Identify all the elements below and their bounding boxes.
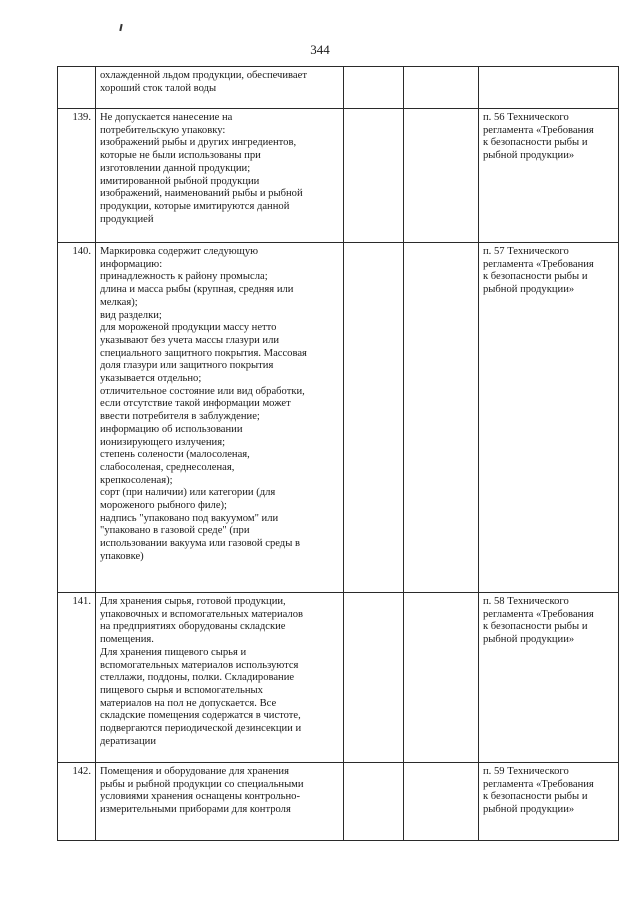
row-number: 139.: [58, 109, 96, 243]
reference-line: рыбной продукции»: [483, 284, 575, 296]
regulation-reference: [479, 109, 619, 243]
regulation-reference: [479, 67, 619, 109]
requirement-line: использовании вакуума или газовой среды в: [100, 538, 300, 550]
requirement-line: потребительскую упаковку:: [100, 124, 226, 136]
regulation-reference: [479, 763, 619, 841]
requirement-text: [96, 67, 344, 109]
requirement-line: крепкосоленая);: [100, 474, 173, 486]
requirement-line: изготовлении данной продукции;: [100, 162, 251, 174]
requirement-line: отличительное состояние или вид обработки,: [100, 385, 305, 397]
table-row: [58, 763, 619, 841]
reference-line: к безопасности рыбы и: [483, 271, 588, 283]
requirement-line: мелкая);: [100, 296, 138, 308]
requirement-line: информацию:: [100, 258, 163, 270]
empty-cell: [404, 593, 479, 763]
row-number: 141.: [58, 593, 96, 763]
requirement-line: Не допускается нанесение на: [100, 112, 233, 123]
requirement-line: принадлежность к району промысла;: [100, 271, 268, 283]
requirement-line: указывается отдельно;: [100, 373, 202, 385]
reference-line: регламента «Требования: [483, 608, 594, 620]
empty-cell: [404, 109, 479, 243]
requirement-line: продукцией: [100, 213, 154, 225]
requirement-line: складские помещения содержатся в чистоте,: [100, 710, 301, 722]
requirement-line: охлажденной льдом продукции, обеспечивает: [100, 70, 307, 81]
empty-cell: [344, 243, 404, 593]
empty-cell: [404, 763, 479, 841]
requirement-line: пищевого сырья и вспомогательных: [100, 684, 263, 696]
empty-cell: [344, 67, 404, 109]
requirement-line: надпись "упаковано под вакуумом" или: [100, 512, 279, 524]
regulation-reference: [479, 243, 619, 593]
requirement-line: если отсутствие такой информации может: [100, 398, 291, 410]
requirement-line: доля глазури или защитного покрытия: [100, 360, 274, 372]
requirement-line: Для хранения пищевого сырья и: [100, 646, 247, 658]
requirement-line: длина и масса рыбы (крупная, средняя или: [100, 284, 294, 296]
requirement-line: указывают без учета массы глазури или: [100, 334, 280, 346]
requirement-line: на предприятиях оборудованы складские: [100, 621, 286, 633]
requirement-line: помещения.: [100, 634, 154, 646]
requirement-line: которые не были использованы при: [100, 150, 261, 162]
requirement-line: слабосоленая, среднесоленая,: [100, 461, 235, 473]
requirement-line: материалов на пол не допускается. Все: [100, 697, 277, 709]
requirement-line: измерительными приборами для контроля: [100, 804, 291, 816]
requirement-line: вид разделки;: [100, 309, 162, 321]
empty-cell: [344, 109, 404, 243]
requirement-line: продукции, которые имитируются данной: [100, 200, 290, 212]
requirement-line: степень солености (малосоленая,: [100, 449, 250, 461]
reference-line: п. 56 Технического: [483, 112, 569, 123]
requirement-line: Маркировка содержит следующую: [100, 246, 259, 257]
table-row: [58, 67, 619, 109]
reference-line: п. 57 Технического: [483, 246, 569, 257]
table-row: [58, 243, 619, 593]
requirement-line: подвергаются периодической дезинсекции и: [100, 723, 302, 735]
requirement-line: "упаковано в газовой среде" (при: [100, 525, 250, 537]
table-row: [58, 109, 619, 243]
requirement-line: упаковке): [100, 550, 144, 562]
requirement-line: изображений, наименований рыбы и рыбной: [100, 188, 303, 200]
row-number: [58, 67, 96, 109]
row-number: 140.: [58, 243, 96, 593]
empty-cell: [344, 593, 404, 763]
reference-line: к безопасности рыбы и: [483, 621, 588, 633]
reference-line: регламента «Требования: [483, 258, 594, 270]
requirement-line: для мороженой продукции массу нетто: [100, 322, 277, 334]
requirement-line: условиями хранения оснащены контрольно-: [100, 791, 301, 803]
requirement-line: специального защитного покрытия. Массовая: [100, 347, 307, 359]
reference-line: к безопасности рыбы и: [483, 137, 588, 149]
requirement-text: [96, 109, 344, 243]
reference-line: рыбной продукции»: [483, 634, 575, 646]
requirement-line: рыбы и рыбной продукции со специальными: [100, 778, 304, 790]
reference-line: к безопасности рыбы и: [483, 791, 588, 803]
reference-line: п. 58 Технического: [483, 596, 569, 607]
requirement-line: дератизации: [100, 735, 157, 747]
requirement-line: упаковочных и вспомогательных материалов: [100, 608, 304, 620]
reference-line: регламента «Требования: [483, 778, 594, 790]
page-number: 344: [310, 42, 330, 57]
requirement-line: хороший сток талой воды: [100, 82, 217, 94]
requirement-line: Помещения и оборудование для хранения: [100, 766, 289, 777]
table-row: [58, 593, 619, 763]
requirement-line: Для хранения сырья, готовой продукции,: [100, 596, 286, 607]
row-number: 142.: [58, 763, 96, 841]
requirement-line: ионизирующего излучения;: [100, 436, 226, 448]
requirement-text: [96, 763, 344, 841]
empty-cell: [344, 763, 404, 841]
requirement-line: ввести потребителя в заблуждение;: [100, 411, 260, 423]
requirement-line: вспомогательных материалов используются: [100, 659, 299, 671]
requirement-line: сорт (при наличии) или категории (для: [100, 487, 276, 499]
requirement-line: стеллажи, поддоны, полки. Складирование: [100, 672, 295, 684]
requirement-line: изображений рыбы и других ингредиентов,: [100, 137, 297, 149]
requirement-text: [96, 243, 344, 593]
scan-mark: [119, 24, 122, 31]
requirement-text: [96, 593, 344, 763]
reference-line: регламента «Требования: [483, 124, 594, 136]
regulation-reference: [479, 593, 619, 763]
reference-line: п. 59 Технического: [483, 766, 569, 777]
empty-cell: [404, 67, 479, 109]
requirement-line: имитированной рыбной продукции: [100, 175, 260, 187]
reference-line: рыбной продукции»: [483, 804, 575, 816]
requirement-line: информацию об использовании: [100, 423, 243, 435]
requirement-line: мороженого рыбного филе);: [100, 500, 227, 512]
empty-cell: [404, 243, 479, 593]
requirements-table: [57, 66, 619, 841]
reference-line: рыбной продукции»: [483, 150, 575, 162]
